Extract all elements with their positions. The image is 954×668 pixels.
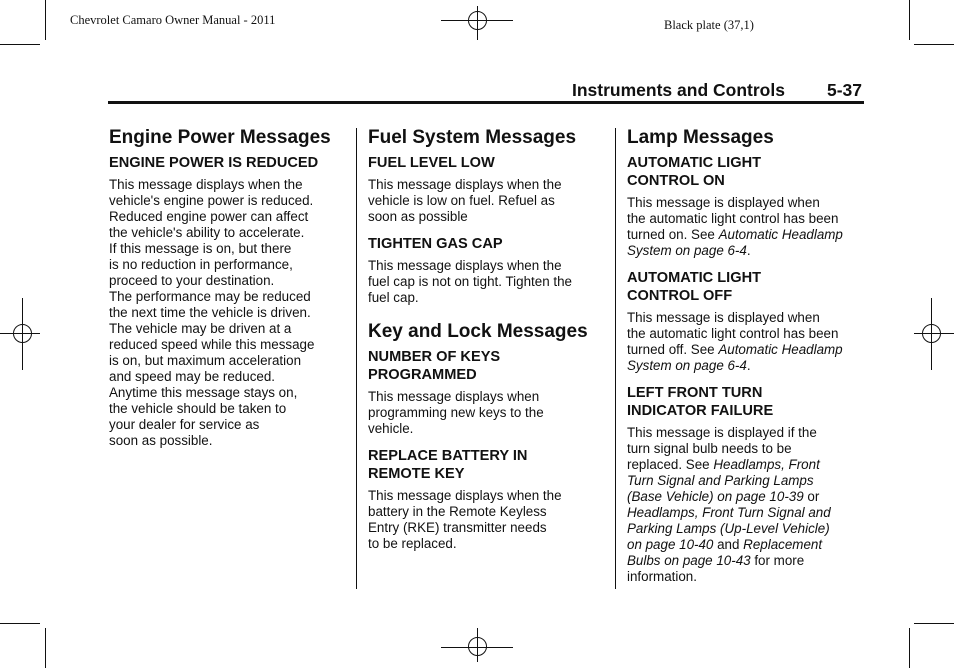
cross-reference: Replacement Bulbs on page 10-43 — [627, 537, 823, 568]
message-heading: TIGHTEN GAS CAP — [368, 236, 503, 252]
cross-reference: Headlamps, Front Turn Signal and Parking Lamps (Up-Level Vehicle) on page 10-40 — [627, 505, 831, 552]
message-body — [627, 310, 863, 374]
message-body: This message displays when the fuel cap is not on tight. Tighten the fuel cap. — [368, 258, 572, 305]
section-title: Instruments and Controls — [572, 80, 785, 100]
message-heading: LEFT FRONT TURN INDICATOR FAILURE — [627, 385, 774, 419]
body-text: and — [713, 537, 744, 552]
plate-label: Black plate (37,1) — [664, 18, 754, 32]
section-heading: Fuel System Messages — [368, 127, 577, 148]
section-heading: Lamp Messages — [627, 127, 774, 148]
body-text: This message is displayed when the automatic light control has been turned on. See — [627, 195, 839, 242]
cross-reference: Headlamps, Front Turn Signal and Parking Lamps (Base Vehicle) on page 10-39 — [627, 457, 820, 504]
section-heading: Key and Lock Messages — [368, 321, 588, 342]
message-body: This message displays when programming new keys to the vehicle. — [368, 389, 544, 436]
cross-reference: Automatic Headlamp System on page 6-4 — [627, 342, 843, 373]
body-text: . — [746, 243, 751, 258]
manual-title: Chevrolet Camaro Owner Manual - 2011 — [70, 13, 276, 27]
column-lamp — [627, 126, 863, 592]
message-body — [627, 195, 863, 259]
message-body: This message displays when the vehicle's engine power is reduced. Reduced engine power can affect the vehicle's ability to accelerate. If this message is on, but there is no reduction in performance, proceed to your destination. The performance may be reduced the next time the vehicle is driven. The vehicle may be driven at a reduced speed while this message is on, but maximum acceleration and speed may be reduced. Anytime this message stays on, the vehicle should be taken to your dealer for service as soon as possible. — [109, 177, 315, 448]
section-heading: Engine Power Messages — [109, 127, 331, 148]
message-heading: REPLACE BATTERY IN REMOTE KEY — [368, 448, 528, 482]
cross-reference: Automatic Headlamp System on page 6-4 — [627, 227, 843, 258]
message-body — [627, 425, 863, 585]
message-heading: ENGINE POWER IS REDUCED — [109, 155, 319, 171]
message-heading: FUEL LEVEL LOW — [368, 155, 495, 171]
message-heading: NUMBER OF KEYS PROGRAMMED — [368, 349, 501, 383]
message-body: This message displays when the vehicle is low on fuel. Refuel as soon as possible — [368, 177, 562, 224]
message-heading: AUTOMATIC LIGHT CONTROL ON — [627, 155, 762, 189]
message-body: This message displays when the battery in the Remote Keyless Entry (RKE) transmitter needs to be replaced. — [368, 488, 562, 551]
column-divider — [356, 128, 357, 589]
column-fuel-key — [368, 126, 604, 559]
body-text: for more information. — [627, 553, 805, 584]
body-text: This message is displayed when the automatic light control has been turned off. See — [627, 310, 839, 357]
body-text: This message is displayed if the turn signal bulb needs to be replaced. See — [627, 425, 817, 472]
column-engine-power — [109, 126, 345, 456]
body-text: or — [807, 489, 820, 504]
header-rule — [108, 101, 864, 104]
message-heading: AUTOMATIC LIGHT CONTROL OFF — [627, 270, 762, 304]
column-divider — [615, 128, 616, 589]
body-text: . — [746, 358, 751, 373]
page-number: 5-37 — [827, 80, 863, 100]
